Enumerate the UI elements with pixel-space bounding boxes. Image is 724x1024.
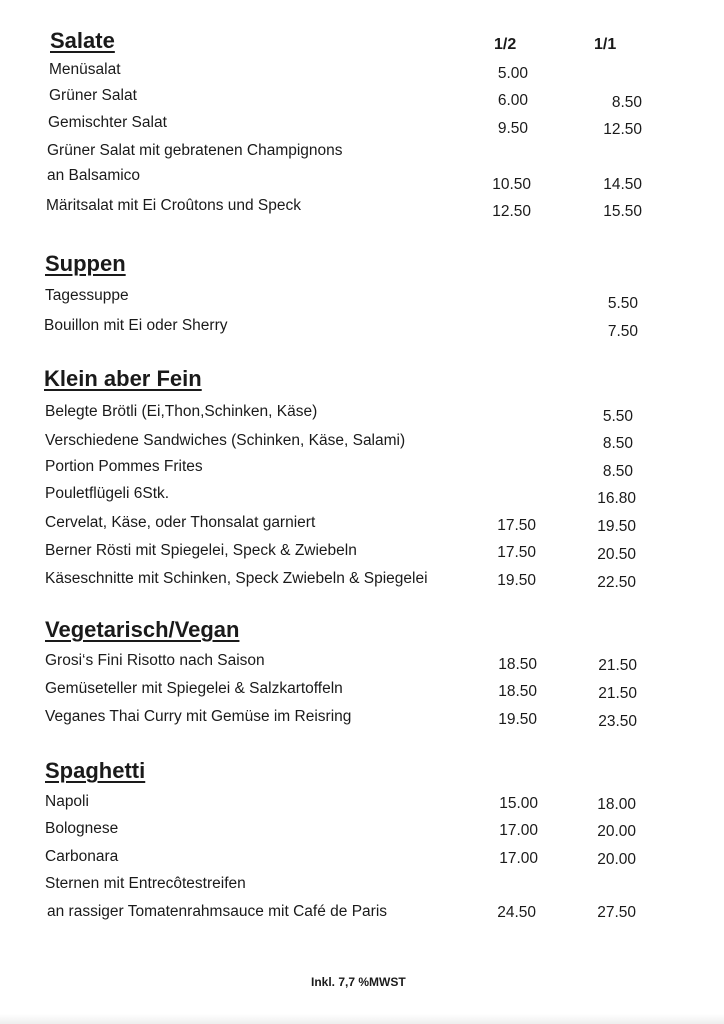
menu-item: Pouletflügeli 6Stk. (45, 485, 170, 502)
price-full: 18.00 (597, 796, 636, 813)
price-full: 8.50 (611, 94, 642, 111)
menu-item: Märitsalat mit Ei Croûtons und Speck (46, 197, 301, 214)
price-half: 18.50 (498, 683, 537, 700)
section-title-vegetarisch-vegan: Vegetarisch/Vegan (45, 617, 240, 642)
menu-item: Berner Rösti mit Spiegelei, Speck & Zwiebeln (45, 542, 357, 559)
section-title-suppen: Suppen (45, 251, 126, 276)
section-title-spaghetti: Spaghetti (45, 758, 146, 783)
price-half: 6.00 (497, 92, 528, 109)
menu-item: Portion Pommes Frites (45, 458, 203, 475)
price-full: 27.50 (597, 904, 636, 921)
price-half: 5.00 (497, 65, 528, 82)
price-half: 18.50 (498, 656, 537, 673)
price-half: 12.50 (492, 203, 531, 220)
price-half: 17.00 (499, 850, 538, 867)
menu-item: Gemüseteller mit Spiegelei & Salzkartoffeln (45, 680, 343, 697)
menu-item: Grosi‘s Fini Risotto nach Saison (45, 652, 265, 669)
price-half: 19.50 (498, 711, 537, 728)
menu-item: Sternen mit Entrecôtestreifen (45, 875, 246, 892)
menu-item: Carbonara (45, 848, 119, 865)
menu-item: Verschiedene Sandwiches (Schinken, Käse, Salami) (45, 432, 406, 449)
menu-item: Bolognese (45, 820, 119, 837)
price-full: 22.50 (597, 574, 636, 591)
price-full: 8.50 (602, 435, 633, 452)
menu-item: Cervelat, Käse, oder Thonsalat garniert (45, 514, 316, 531)
price-full: 8.50 (602, 463, 633, 480)
price-half: 24.50 (497, 904, 536, 921)
price-full: 5.50 (607, 295, 638, 312)
menu-item: Menüsalat (49, 61, 121, 78)
menu-item: Napoli (45, 793, 89, 810)
price-full: 12.50 (603, 121, 642, 138)
menu-item: Belegte Brötli (Ei,Thon,Schinken, Käse) (45, 403, 318, 420)
page-bottom-edge (0, 1014, 724, 1024)
price-half: 19.50 (497, 572, 536, 589)
price-half: 17.50 (497, 517, 536, 534)
vat-note: Inkl. 7,7 %MWST (311, 975, 406, 989)
menu-item: an Balsamico (47, 167, 141, 184)
price-full: 20.00 (597, 851, 636, 868)
column-header-half: 1/2 (494, 36, 517, 53)
menu-item: Käseschnitte mit Schinken, Speck Zwiebeln & Spiegelei (45, 570, 428, 587)
price-full: 23.50 (598, 713, 637, 730)
price-full: 16.80 (597, 490, 636, 507)
price-full: 19.50 (597, 518, 636, 535)
price-full: 20.00 (597, 823, 636, 840)
menu-item: Veganes Thai Curry mit Gemüse im Reisring (45, 708, 352, 725)
price-half: 10.50 (492, 176, 531, 193)
price-half: 17.00 (499, 822, 538, 839)
menu-item: an rassiger Tomatenrahmsauce mit Café de Paris (47, 903, 388, 920)
price-half: 17.50 (497, 544, 536, 561)
price-full: 21.50 (598, 657, 637, 674)
menu-item: Bouillon mit Ei oder Sherry (44, 317, 228, 334)
price-full: 21.50 (598, 685, 637, 702)
price-half: 15.00 (499, 795, 538, 812)
price-half: 9.50 (497, 120, 528, 137)
price-full: 20.50 (597, 546, 636, 563)
section-title-salate: Salate (50, 28, 115, 53)
column-header-full: 1/1 (594, 36, 617, 53)
price-full: 5.50 (602, 408, 633, 425)
price-full: 15.50 (603, 203, 642, 220)
price-full: 14.50 (603, 176, 642, 193)
menu-item: Tagessuppe (45, 287, 129, 304)
menu-item: Grüner Salat (49, 87, 137, 104)
menu-item: Grüner Salat mit gebratenen Champignons (47, 142, 343, 159)
section-title-klein-aber-fein: Klein aber Fein (44, 366, 202, 391)
menu-item: Gemischter Salat (48, 114, 167, 131)
price-full: 7.50 (607, 323, 638, 340)
